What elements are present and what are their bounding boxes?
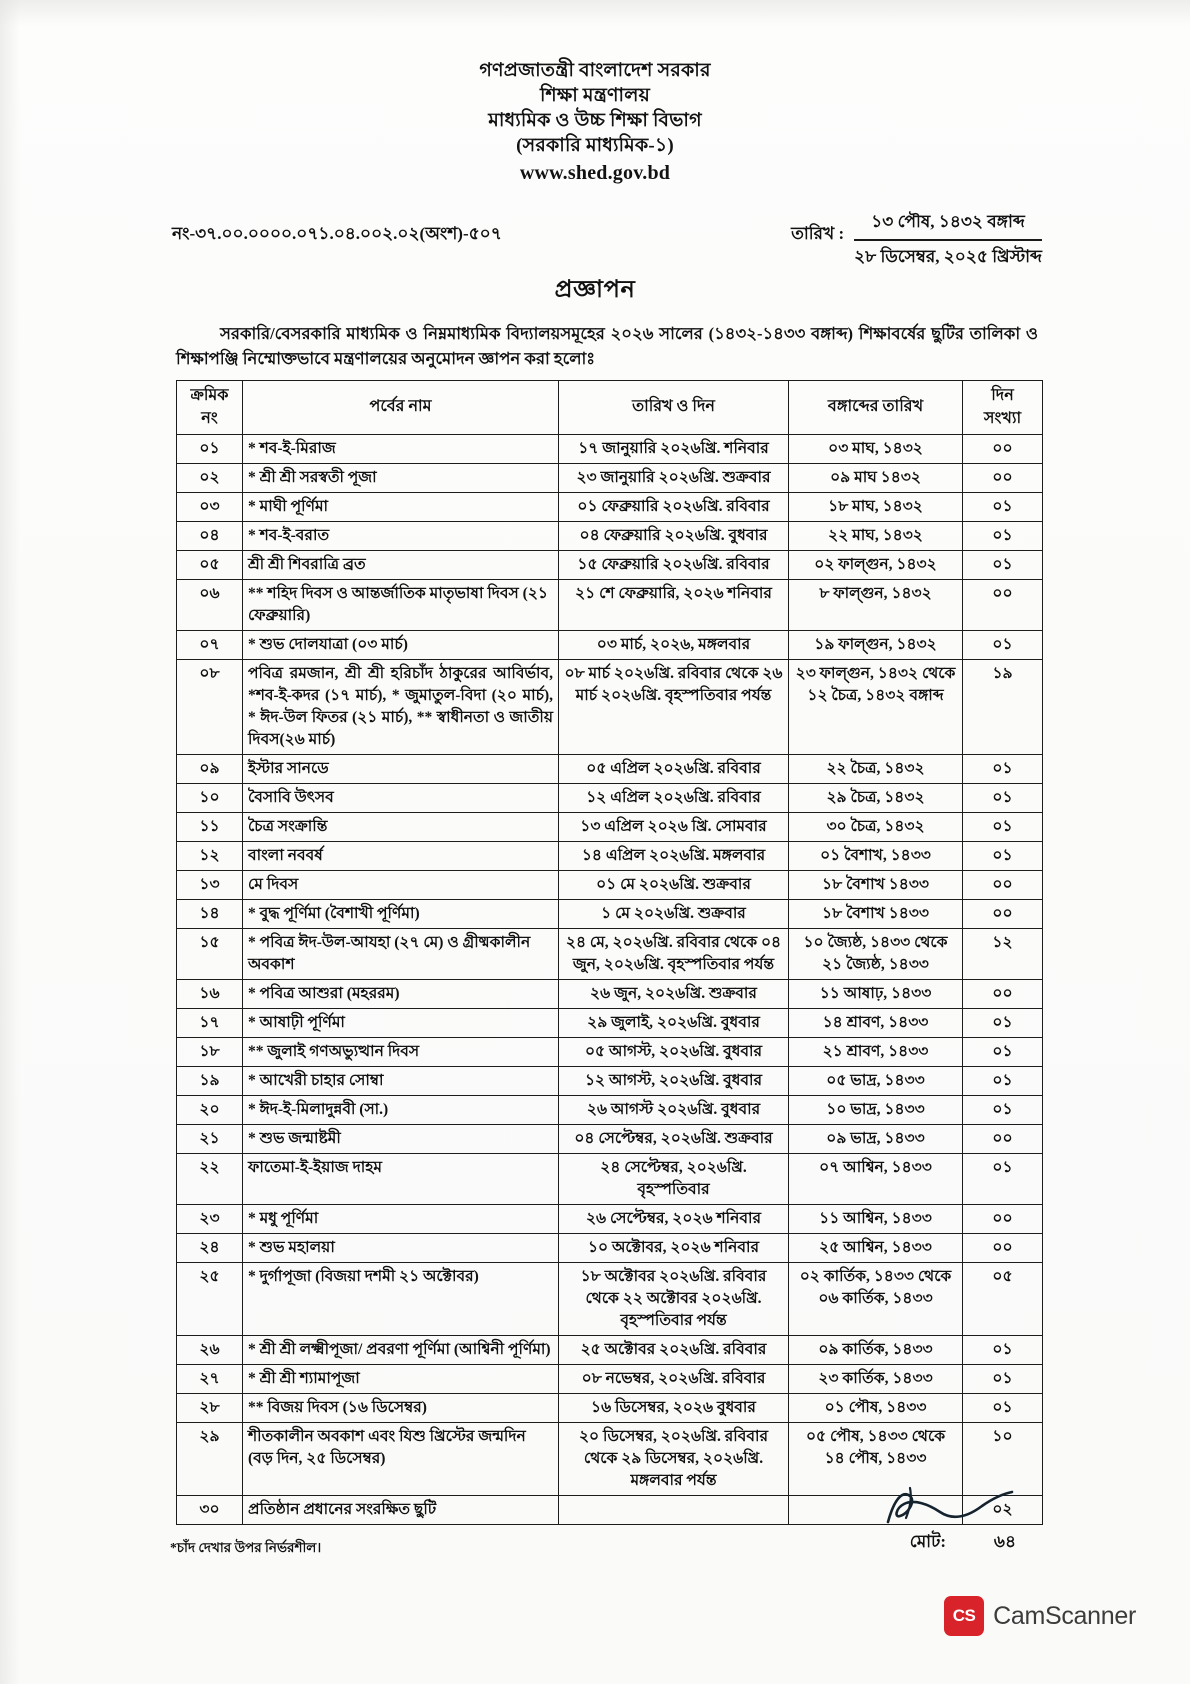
row-serial: ২১ — [177, 1125, 243, 1154]
row-bengali-date: ০২ ফাল্গুন, ১৪৩২ — [789, 551, 963, 580]
row-festival-name: ফাতেমা-ই-ইয়াজ দাহম — [243, 1154, 559, 1205]
date-block — [791, 209, 1042, 272]
row-date-day: ২৬ সেপ্টেম্বর, ২০২৬ শনিবার — [559, 1205, 789, 1234]
row-festival-name: * শুভ মহালয়া — [243, 1234, 559, 1263]
row-festival-name: বাংলা নববর্ষ — [243, 842, 559, 871]
row-bengali-date: ১৪ শ্রাবণ, ১৪৩৩ — [789, 1009, 963, 1038]
camscanner-label: CamScanner — [993, 1601, 1136, 1630]
ministry-name: শিক্ষা মন্ত্রণালয় — [539, 85, 651, 107]
row-bengali-date: ০৭ আশ্বিন, ১৪৩৩ — [789, 1154, 963, 1205]
table-row — [177, 1394, 1043, 1423]
table-row — [177, 1365, 1043, 1394]
row-date-day: ১৪ এপ্রিল ২০২৬খ্রি. মঙ্গলবার — [559, 842, 789, 871]
row-day-count: ০৫ — [963, 1263, 1043, 1336]
col-serial-line1: ক্রমিক — [190, 386, 229, 404]
website-url: www.shed.gov.bd — [519, 162, 671, 185]
row-festival-name: ** শহিদ দিবস ও আন্তর্জাতিক মাতৃভাষা দিবস (২১ ফেব্রুয়ারি) — [243, 580, 559, 631]
camscanner-badge-icon: CS — [944, 1596, 984, 1636]
row-day-count: ০১ — [963, 522, 1043, 551]
row-bengali-date: ১৮ মাঘ, ১৪৩২ — [789, 493, 963, 522]
row-festival-name: * ঈদ-ই-মিলাদুন্নবী (সা.) — [243, 1096, 559, 1125]
govt-name: গণপ্রজাতন্ত্রী বাংলাদেশ সরকার — [479, 60, 711, 81]
date-label: তারিখ : — [791, 223, 845, 243]
row-serial: ১৬ — [177, 980, 243, 1009]
row-day-count: ০০ — [963, 980, 1043, 1009]
row-festival-name: * পবিত্র আশুরা (মহররম) — [243, 980, 559, 1009]
row-date-day: ১৩ এপ্রিল ২০২৬ খ্রি. সোমবার — [559, 813, 789, 842]
table-row — [177, 929, 1043, 980]
row-serial: ২৩ — [177, 1205, 243, 1234]
row-festival-name: * শব-ই-বরাত — [243, 522, 559, 551]
row-serial: ১২ — [177, 842, 243, 871]
row-date-day: ০৩ মার্চ, ২০২৬, মঙ্গলবার — [559, 631, 789, 660]
section-name: (সরকারি মাধ্যমিক-১) — [516, 135, 674, 157]
row-bengali-date: ০৯ মাঘ ১৪৩২ — [789, 464, 963, 493]
row-serial: ০৬ — [177, 580, 243, 631]
row-serial: ১৯ — [177, 1067, 243, 1096]
table-body — [177, 435, 1043, 1525]
row-festival-name: * দুর্গাপূজা (বিজয়া দশমী ২১ অক্টোবর) — [243, 1263, 559, 1336]
row-serial: ৩০ — [177, 1496, 243, 1525]
row-day-count: ১০ — [963, 1423, 1043, 1496]
gregorian-date: ২৮ ডিসেম্বর, ২০২৫ খ্রিস্টাব্দ — [854, 246, 1042, 266]
row-serial: ২৪ — [177, 1234, 243, 1263]
row-day-count: ০১ — [963, 493, 1043, 522]
row-festival-name: প্রতিষ্ঠান প্রধানের সংরক্ষিত ছুটি — [243, 1496, 559, 1525]
table-row — [177, 813, 1043, 842]
row-date-day: ১২ আগস্ট, ২০২৬খ্রি. বুধবার — [559, 1067, 789, 1096]
col-day-count — [963, 380, 1043, 434]
row-festival-name: * শ্রী শ্রী শ্যামাপূজা — [243, 1365, 559, 1394]
row-festival-name: বৈসাবি উৎসব — [243, 784, 559, 813]
table-row — [177, 1009, 1043, 1038]
row-festival-name: * আখেরী চাহার সোম্বা — [243, 1067, 559, 1096]
col-date-day: তারিখ ও দিন — [559, 380, 789, 434]
row-bengali-date: ১৮ বৈশাখ ১৪৩৩ — [789, 900, 963, 929]
row-bengali-date: ০৫ ভাদ্র, ১৪৩৩ — [789, 1067, 963, 1096]
row-bengali-date: ২৯ চৈত্র, ১৪৩২ — [789, 784, 963, 813]
letterhead — [0, 58, 1190, 187]
row-serial: ১১ — [177, 813, 243, 842]
row-serial: ১০ — [177, 784, 243, 813]
table-row — [177, 900, 1043, 929]
row-bengali-date: ২১ শ্রাবণ, ১৪৩৩ — [789, 1038, 963, 1067]
row-day-count: ০১ — [963, 1365, 1043, 1394]
table-row — [177, 580, 1043, 631]
table-row — [177, 1125, 1043, 1154]
intro-paragraph: সরকারি/বেসরকারি মাধ্যমিক ও নিম্নমাধ্যমিক বিদ্যালয়সমূহের ২০২৬ সালের (১৪৩২-১৪৩৩ বঙ্গাব্দ) শিক্ষাবর্ষের ছুটির তালিকা ও শিক্ষাপঞ্জি নিম্মোক্তভাবে মন্ত্রণালয়ের অনুমোদন জ্ঞাপন করা হলোঃ — [176, 323, 1038, 369]
row-date-day: ০৫ এপ্রিল ২০২৬খ্রি. রবিবার — [559, 755, 789, 784]
row-serial: ০৪ — [177, 522, 243, 551]
memo-number: নং-৩৭.০০.০০০০.০৭১.০৪.০০২.০২(অংশ)-৫০৭ — [172, 223, 502, 243]
row-bengali-date: ২৩ কার্তিক, ১৪৩৩ — [789, 1365, 963, 1394]
row-date-day: ০৮ নভেম্বর, ২০২৬খ্রি. রবিবার — [559, 1365, 789, 1394]
table-row — [177, 1038, 1043, 1067]
row-bengali-date: ০৩ মাঘ, ১৪৩২ — [789, 435, 963, 464]
col-day-count-line1: দিন — [991, 386, 1014, 404]
footnote: *চাঁদ দেখার উপর নির্ভরশীল। — [170, 1540, 322, 1556]
row-festival-name: * আষাঢ়ী পূর্ণিমা — [243, 1009, 559, 1038]
row-day-count: ১২ — [963, 929, 1043, 980]
row-day-count: ০১ — [963, 1394, 1043, 1423]
table-row — [177, 631, 1043, 660]
table-row — [177, 435, 1043, 464]
row-day-count: ০০ — [963, 1234, 1043, 1263]
table-row — [177, 784, 1043, 813]
row-bengali-date: ১১ আশ্বিন, ১৪৩৩ — [789, 1205, 963, 1234]
row-date-day: ১৮ অক্টোবর ২০২৬খ্রি. রবিবার থেকে ২২ অক্টোবর ২০২৬খ্রি. বৃহস্পতিবার পর্যন্ত — [559, 1263, 789, 1336]
row-serial: ০৭ — [177, 631, 243, 660]
bengali-date: ১৩ পৌষ, ১৪৩২ বঙ্গাব্দ — [854, 209, 1042, 241]
row-day-count: ০০ — [963, 464, 1043, 493]
row-bengali-date: ০২ কার্তিক, ১৪৩৩ থেকে ০৬ কার্তিক, ১৪৩৩ — [789, 1263, 963, 1336]
row-day-count: ০০ — [963, 1125, 1043, 1154]
col-serial — [177, 380, 243, 434]
camscanner-watermark — [944, 1596, 1136, 1636]
row-serial: ০৫ — [177, 551, 243, 580]
row-serial: ০৮ — [177, 660, 243, 755]
row-date-day: ০১ ফেব্রুয়ারি ২০২৬খ্রি. রবিবার — [559, 493, 789, 522]
table-row — [177, 1336, 1043, 1365]
row-serial: ০৩ — [177, 493, 243, 522]
row-festival-name: * শব-ই-মিরাজ — [243, 435, 559, 464]
memo-date-row — [0, 209, 1190, 275]
row-festival-name: চৈত্র সংক্রান্তি — [243, 813, 559, 842]
row-bengali-date: ১৮ বৈশাখ ১৪৩৩ — [789, 871, 963, 900]
table-row — [177, 1154, 1043, 1205]
table-row — [177, 1263, 1043, 1336]
table-row — [177, 755, 1043, 784]
row-bengali-date: ২৩ ফাল্গুন, ১৪৩২ থেকে ১২ চৈত্র, ১৪৩২ বঙ্গাব্দ — [789, 660, 963, 755]
row-day-count: ০১ — [963, 813, 1043, 842]
row-bengali-date: ১৯ ফাল্গুন, ১৪৩২ — [789, 631, 963, 660]
row-date-day: ২৪ সেপ্টেম্বর, ২০২৬খ্রি. বৃহস্পতিবার — [559, 1154, 789, 1205]
row-date-day — [559, 1496, 789, 1525]
row-bengali-date: ১০ ভাদ্র, ১৪৩৩ — [789, 1096, 963, 1125]
row-day-count: ০০ — [963, 871, 1043, 900]
row-serial: ২৬ — [177, 1336, 243, 1365]
row-serial: ২০ — [177, 1096, 243, 1125]
row-serial: ০১ — [177, 435, 243, 464]
row-serial: ২৮ — [177, 1394, 243, 1423]
row-serial: ০৯ — [177, 755, 243, 784]
table-header — [177, 380, 1043, 434]
row-serial: ১৫ — [177, 929, 243, 980]
row-day-count: ০১ — [963, 1067, 1043, 1096]
row-bengali-date: ২২ মাঘ, ১৪৩২ — [789, 522, 963, 551]
row-day-count: ০১ — [963, 755, 1043, 784]
table-row — [177, 1067, 1043, 1096]
row-day-count: ০১ — [963, 1336, 1043, 1365]
row-bengali-date: ৩০ চৈত্র, ১৪৩২ — [789, 813, 963, 842]
row-serial: ১৭ — [177, 1009, 243, 1038]
row-bengali-date: ০১ বৈশাখ, ১৪৩৩ — [789, 842, 963, 871]
row-bengali-date: ২২ চৈত্র, ১৪৩২ — [789, 755, 963, 784]
row-festival-name: ইস্টার সানডে — [243, 755, 559, 784]
row-serial: ১৮ — [177, 1038, 243, 1067]
total-label: মোট: — [909, 1532, 946, 1552]
row-day-count: ০০ — [963, 1205, 1043, 1234]
table-row — [177, 660, 1043, 755]
table-header-row — [177, 380, 1043, 434]
table-row — [177, 493, 1043, 522]
holiday-table-wrapper — [176, 380, 1042, 1525]
row-date-day: ২৬ আগস্ট ২০২৬খ্রি. বুধবার — [559, 1096, 789, 1125]
row-festival-name: * পবিত্র ঈদ-উল-আযহা (২৭ মে) ও গ্রীষ্মকালীন অবকাশ — [243, 929, 559, 980]
col-day-count-line2: সংখ্যা — [983, 409, 1022, 427]
row-festival-name: শীতকালীন অবকাশ এবং যিশু খ্রিস্টের জন্মদিন (বড় দিন, ২৫ ডিসেম্বর) — [243, 1423, 559, 1496]
division-name: মাধ্যমিক ও উচ্চ শিক্ষা বিভাগ — [488, 110, 702, 132]
row-serial: ২৫ — [177, 1263, 243, 1336]
row-date-day: ১৫ ফেব্রুয়ারি ২০২৬খ্রি. রবিবার — [559, 551, 789, 580]
row-bengali-date: ০১ পৌষ, ১৪৩৩ — [789, 1394, 963, 1423]
row-day-count: ০১ — [963, 1096, 1043, 1125]
row-date-day: ২৩ জানুয়ারি ২০২৬খ্রি. শুক্রবার — [559, 464, 789, 493]
row-day-count: ০০ — [963, 900, 1043, 929]
row-date-day: ২৫ অক্টোবর ২০২৬খ্রি. রবিবার — [559, 1336, 789, 1365]
row-date-day: ০৮ মার্চ ২০২৬খ্রি. রবিবার থেকে ২৬ মার্চ ২০২৬খ্রি. বৃহস্পতিবার পর্যন্ত — [559, 660, 789, 755]
row-bengali-date: ২৫ আশ্বিন, ১৪৩৩ — [789, 1234, 963, 1263]
date-values — [854, 209, 1042, 272]
row-date-day: ০৪ ফেব্রুয়ারি ২০২৬খ্রি. বুধবার — [559, 522, 789, 551]
holiday-table — [176, 380, 1043, 1525]
row-day-count: ০২ — [963, 1496, 1043, 1525]
table-row — [177, 1234, 1043, 1263]
row-festival-name: * শ্রী শ্রী লক্ষ্মীপূজা/ প্রবরণা পূর্ণিমা (আশ্বিনী পূর্ণিমা) — [243, 1336, 559, 1365]
table-row — [177, 1205, 1043, 1234]
row-bengali-date: ০৫ পৌষ, ১৪৩৩ থেকে ১৪ পৌষ, ১৪৩৩ — [789, 1423, 963, 1496]
row-date-day: ১ মে ২০২৬খ্রি. শুক্রবার — [559, 900, 789, 929]
table-row — [177, 1096, 1043, 1125]
total-value: ৬৪ — [993, 1532, 1016, 1552]
table-row — [177, 464, 1043, 493]
row-date-day: ২৬ জুন, ২০২৬খ্রি. শুক্রবার — [559, 980, 789, 1009]
row-date-day: ২১ শে ফেব্রুয়ারি, ২০২৬ শনিবার — [559, 580, 789, 631]
table-row — [177, 522, 1043, 551]
table-row — [177, 980, 1043, 1009]
row-day-count: ০১ — [963, 842, 1043, 871]
row-bengali-date: ১১ আষাঢ়, ১৪৩৩ — [789, 980, 963, 1009]
row-festival-name: ** বিজয় দিবস (১৬ ডিসেম্বর) — [243, 1394, 559, 1423]
row-day-count: ১৯ — [963, 660, 1043, 755]
row-bengali-date: ১০ জ্যৈষ্ঠ, ১৪৩৩ থেকে ২১ জ্যৈষ্ঠ, ১৪৩৩ — [789, 929, 963, 980]
row-serial: ১৪ — [177, 900, 243, 929]
row-day-count: ০১ — [963, 1038, 1043, 1067]
row-day-count: ০১ — [963, 1009, 1043, 1038]
signature-mark — [880, 1482, 1030, 1536]
table-row — [177, 871, 1043, 900]
row-serial: ২৭ — [177, 1365, 243, 1394]
row-serial: ২২ — [177, 1154, 243, 1205]
row-festival-name: * শ্রী শ্রী সরস্বতী পূজা — [243, 464, 559, 493]
row-date-day: ২৪ মে, ২০২৬খ্রি. রবিবার থেকে ০৪ জুন, ২০২৬খ্রি. বৃহস্পতিবার পর্যন্ত — [559, 929, 789, 980]
page-title: প্রজ্ঞাপন — [554, 276, 636, 303]
row-serial: ১৩ — [177, 871, 243, 900]
row-day-count: ০১ — [963, 784, 1043, 813]
row-festival-name: পবিত্র রমজান, শ্রী শ্রী হরিচাঁদ ঠাকুরের আবির্ভাব, *শব-ই-কদর (১৭ মার্চ), * জুমাতুল-বিদা (২০ মার্চ), * ঈদ-উল ফিতর (২১ মার্চ), ** স্বাধীনতা ও জাতীয় দিবস(২৬ মার্চ) — [243, 660, 559, 755]
row-day-count: ০১ — [963, 631, 1043, 660]
row-day-count: ০০ — [963, 580, 1043, 631]
row-date-day: ২০ ডিসেম্বর, ২০২৬খ্রি. রবিবার থেকে ২৯ ডিসেম্বর, ২০২৬খ্রি. মঙ্গলবার পর্যন্ত — [559, 1423, 789, 1496]
row-date-day: ১২ এপ্রিল ২০২৬খ্রি. রবিবার — [559, 784, 789, 813]
row-serial: ০২ — [177, 464, 243, 493]
table-row — [177, 842, 1043, 871]
row-date-day: ১৬ ডিসেম্বর, ২০২৬ বুধবার — [559, 1394, 789, 1423]
row-festival-name: ** জুলাই গণঅভ্যুত্থান দিবস — [243, 1038, 559, 1067]
col-festival-name: পর্বের নাম — [243, 380, 559, 434]
row-festival-name: * বুদ্ধ পূর্ণিমা (বৈশাখী পূর্ণিমা) — [243, 900, 559, 929]
row-bengali-date: ৮ ফাল্গুন, ১৪৩২ — [789, 580, 963, 631]
row-bengali-date: ০৯ ভাদ্র, ১৪৩৩ — [789, 1125, 963, 1154]
row-date-day: ০৫ আগস্ট, ২০২৬খ্রি. বুধবার — [559, 1038, 789, 1067]
col-bengali-date: বঙ্গাব্দের তারিখ — [789, 380, 963, 434]
row-day-count: ০১ — [963, 1154, 1043, 1205]
row-day-count: ০১ — [963, 551, 1043, 580]
row-festival-name: * শুভ জন্মাষ্টমী — [243, 1125, 559, 1154]
row-date-day: ০১ মে ২০২৬খ্রি. শুক্রবার — [559, 871, 789, 900]
row-bengali-date: ০৯ কার্তিক, ১৪৩৩ — [789, 1336, 963, 1365]
row-festival-name: * মধু পূর্ণিমা — [243, 1205, 559, 1234]
row-festival-name: * শুভ দোলযাত্রা (০৩ মার্চ) — [243, 631, 559, 660]
row-festival-name: মে দিবস — [243, 871, 559, 900]
row-day-count: ০০ — [963, 435, 1043, 464]
row-serial: ২৯ — [177, 1423, 243, 1496]
row-date-day: ১৭ জানুয়ারি ২০২৬খ্রি. শনিবার — [559, 435, 789, 464]
col-serial-line2: নং — [201, 409, 218, 427]
row-date-day: ০৪ সেপ্টেম্বর, ২০২৬খ্রি. শুক্রবার — [559, 1125, 789, 1154]
row-festival-name: * মাঘী পূর্ণিমা — [243, 493, 559, 522]
row-date-day: ২৯ জুলাই, ২০২৬খ্রি. বুধবার — [559, 1009, 789, 1038]
row-date-day: ১০ অক্টোবর, ২০২৬ শনিবার — [559, 1234, 789, 1263]
table-row — [177, 551, 1043, 580]
row-festival-name: শ্রী শ্রী শিবরাত্রি ব্রত — [243, 551, 559, 580]
